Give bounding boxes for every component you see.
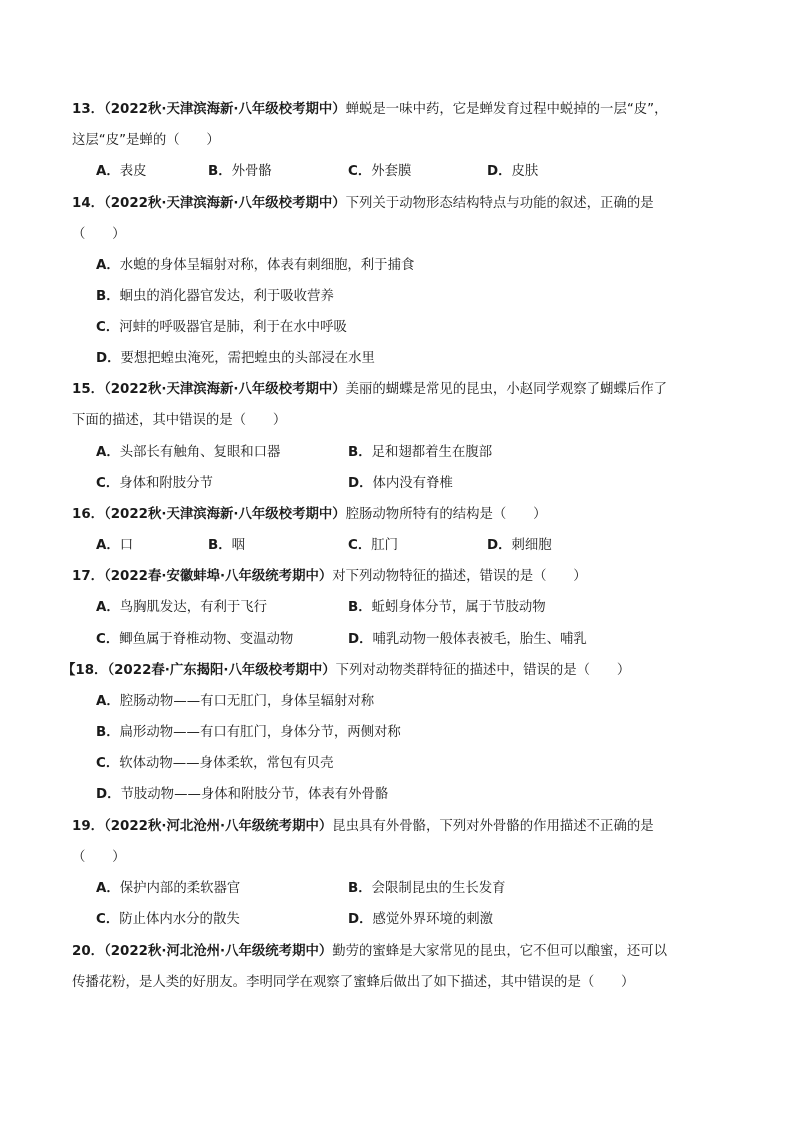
question-17-option-c[interactable]: C．鲫鱼属于脊椎动物、变温动物 <box>96 632 294 647</box>
question-16-option-a[interactable]: A．口 <box>96 538 134 553</box>
question-17-option-b[interactable]: B．蚯蚓身体分节，属于节肢动物 <box>348 600 546 615</box>
question-15-option-d[interactable]: D．体内没有脊椎 <box>348 476 453 491</box>
question-19-option-b[interactable]: B．会限制昆虫的生长发育 <box>348 881 506 896</box>
question-14-stem: 14．（2022秋·天津滨海新·八年级校考期中）下列关于动物形态结构特点与功能的叙述，正确的是 <box>72 196 654 211</box>
question-18-option-b[interactable]: B．扁形动物——有口有肛门，身体分节，两侧对称 <box>96 725 401 740</box>
question-19-option-a[interactable]: A．保护内部的柔软器官 <box>96 881 241 896</box>
question-13-option-c[interactable]: C．外套膜 <box>348 164 412 179</box>
question-19-option-d[interactable]: D．感觉外界环境的刺激 <box>348 912 494 927</box>
question-15-option-b[interactable]: B．足和翅都着生在腹部 <box>348 445 493 460</box>
question-18-option-a[interactable]: A．腔肠动物——有口无肛门，身体呈辐射对称 <box>96 694 375 709</box>
question-15-stem: 15．（2022秋·天津滨海新·八年级校考期中）美丽的蝴蝶是常见的昆虫，小赵同学观察了蝴蝶后作了 <box>72 382 668 397</box>
question-15-stem-cont: 下面的描述，其中错误的是（ ） <box>72 413 287 428</box>
question-19-stem-cont: （ ） <box>72 850 126 865</box>
question-13-stem: 13．（2022秋·天津滨海新·八年级校考期中）蝉蜕是一味中药，它是蝉发育过程中蜕掉的一层“皮”， <box>72 102 668 117</box>
question-18-option-d[interactable]: D．节肢动物——身体和附肢分节，体表有外骨骼 <box>96 787 389 802</box>
question-16-stem: 16．（2022秋·天津滨海新·八年级校考期中）腔肠动物所特有的结构是（ ） <box>72 507 547 522</box>
question-19-stem: 19．（2022秋·河北沧州·八年级统考期中）昆虫具有外骨骼，下列对外骨骼的作用描述不正确的是 <box>72 819 654 834</box>
question-14-option-d[interactable]: D．要想把蝗虫淹死，需把蝗虫的头部浸在水里 <box>96 351 375 366</box>
question-17-stem: 17．（2022春·安徽蚌埠·八年级统考期中）对下列动物特征的描述，错误的是（ ） <box>72 569 587 584</box>
question-15-option-c[interactable]: C．身体和附肢分节 <box>96 476 213 491</box>
question-19-option-c[interactable]: C．防止体内水分的散失 <box>96 912 240 927</box>
question-13-option-d[interactable]: D．皮肤 <box>487 164 539 179</box>
question-16-option-d[interactable]: D．刺细胞 <box>487 538 552 553</box>
question-13-option-a[interactable]: A．表皮 <box>96 164 147 179</box>
question-20-stem: 20．（2022秋·河北沧州·八年级统考期中）勤劳的蜜蜂是大家常见的昆虫，它不但可以酿蜜，还可以 <box>72 944 668 959</box>
question-16-option-b[interactable]: B．咽 <box>208 538 245 553</box>
question-14-option-c[interactable]: C．河蚌的呼吸器官是肺，利于在水中呼吸 <box>96 320 347 335</box>
question-17-option-d[interactable]: D．哺乳动物一般体表被毛，胎生、哺乳 <box>348 632 587 647</box>
question-18-stem: 【18．（2022春·广东揭阳·八年级校考期中）下列对动物类群特征的描述中，错误的是（ ） <box>62 663 631 678</box>
question-18-option-c[interactable]: C．软体动物——身体柔软，常包有贝壳 <box>96 756 334 771</box>
question-14-stem-cont: （ ） <box>72 227 126 242</box>
question-14-option-a[interactable]: A．水螅的身体呈辐射对称，体表有刺细胞，利于捕食 <box>96 258 415 273</box>
question-15-option-a[interactable]: A．头部长有触角、复眼和口器 <box>96 445 281 460</box>
question-17-option-a[interactable]: A．鸟胸肌发达，有利于飞行 <box>96 600 268 615</box>
question-13-option-b[interactable]: B．外骨骼 <box>208 164 272 179</box>
question-13-stem-cont: 这层“皮”是蝉的（ ） <box>72 133 220 148</box>
question-16-option-c[interactable]: C．肛门 <box>348 538 398 553</box>
question-14-option-b[interactable]: B．蛔虫的消化器官发达，利于吸收营养 <box>96 289 334 304</box>
question-20-stem-cont: 传播花粉，是人类的好朋友。李明同学在观察了蜜蜂后做出了如下描述，其中错误的是（ ） <box>72 975 635 990</box>
